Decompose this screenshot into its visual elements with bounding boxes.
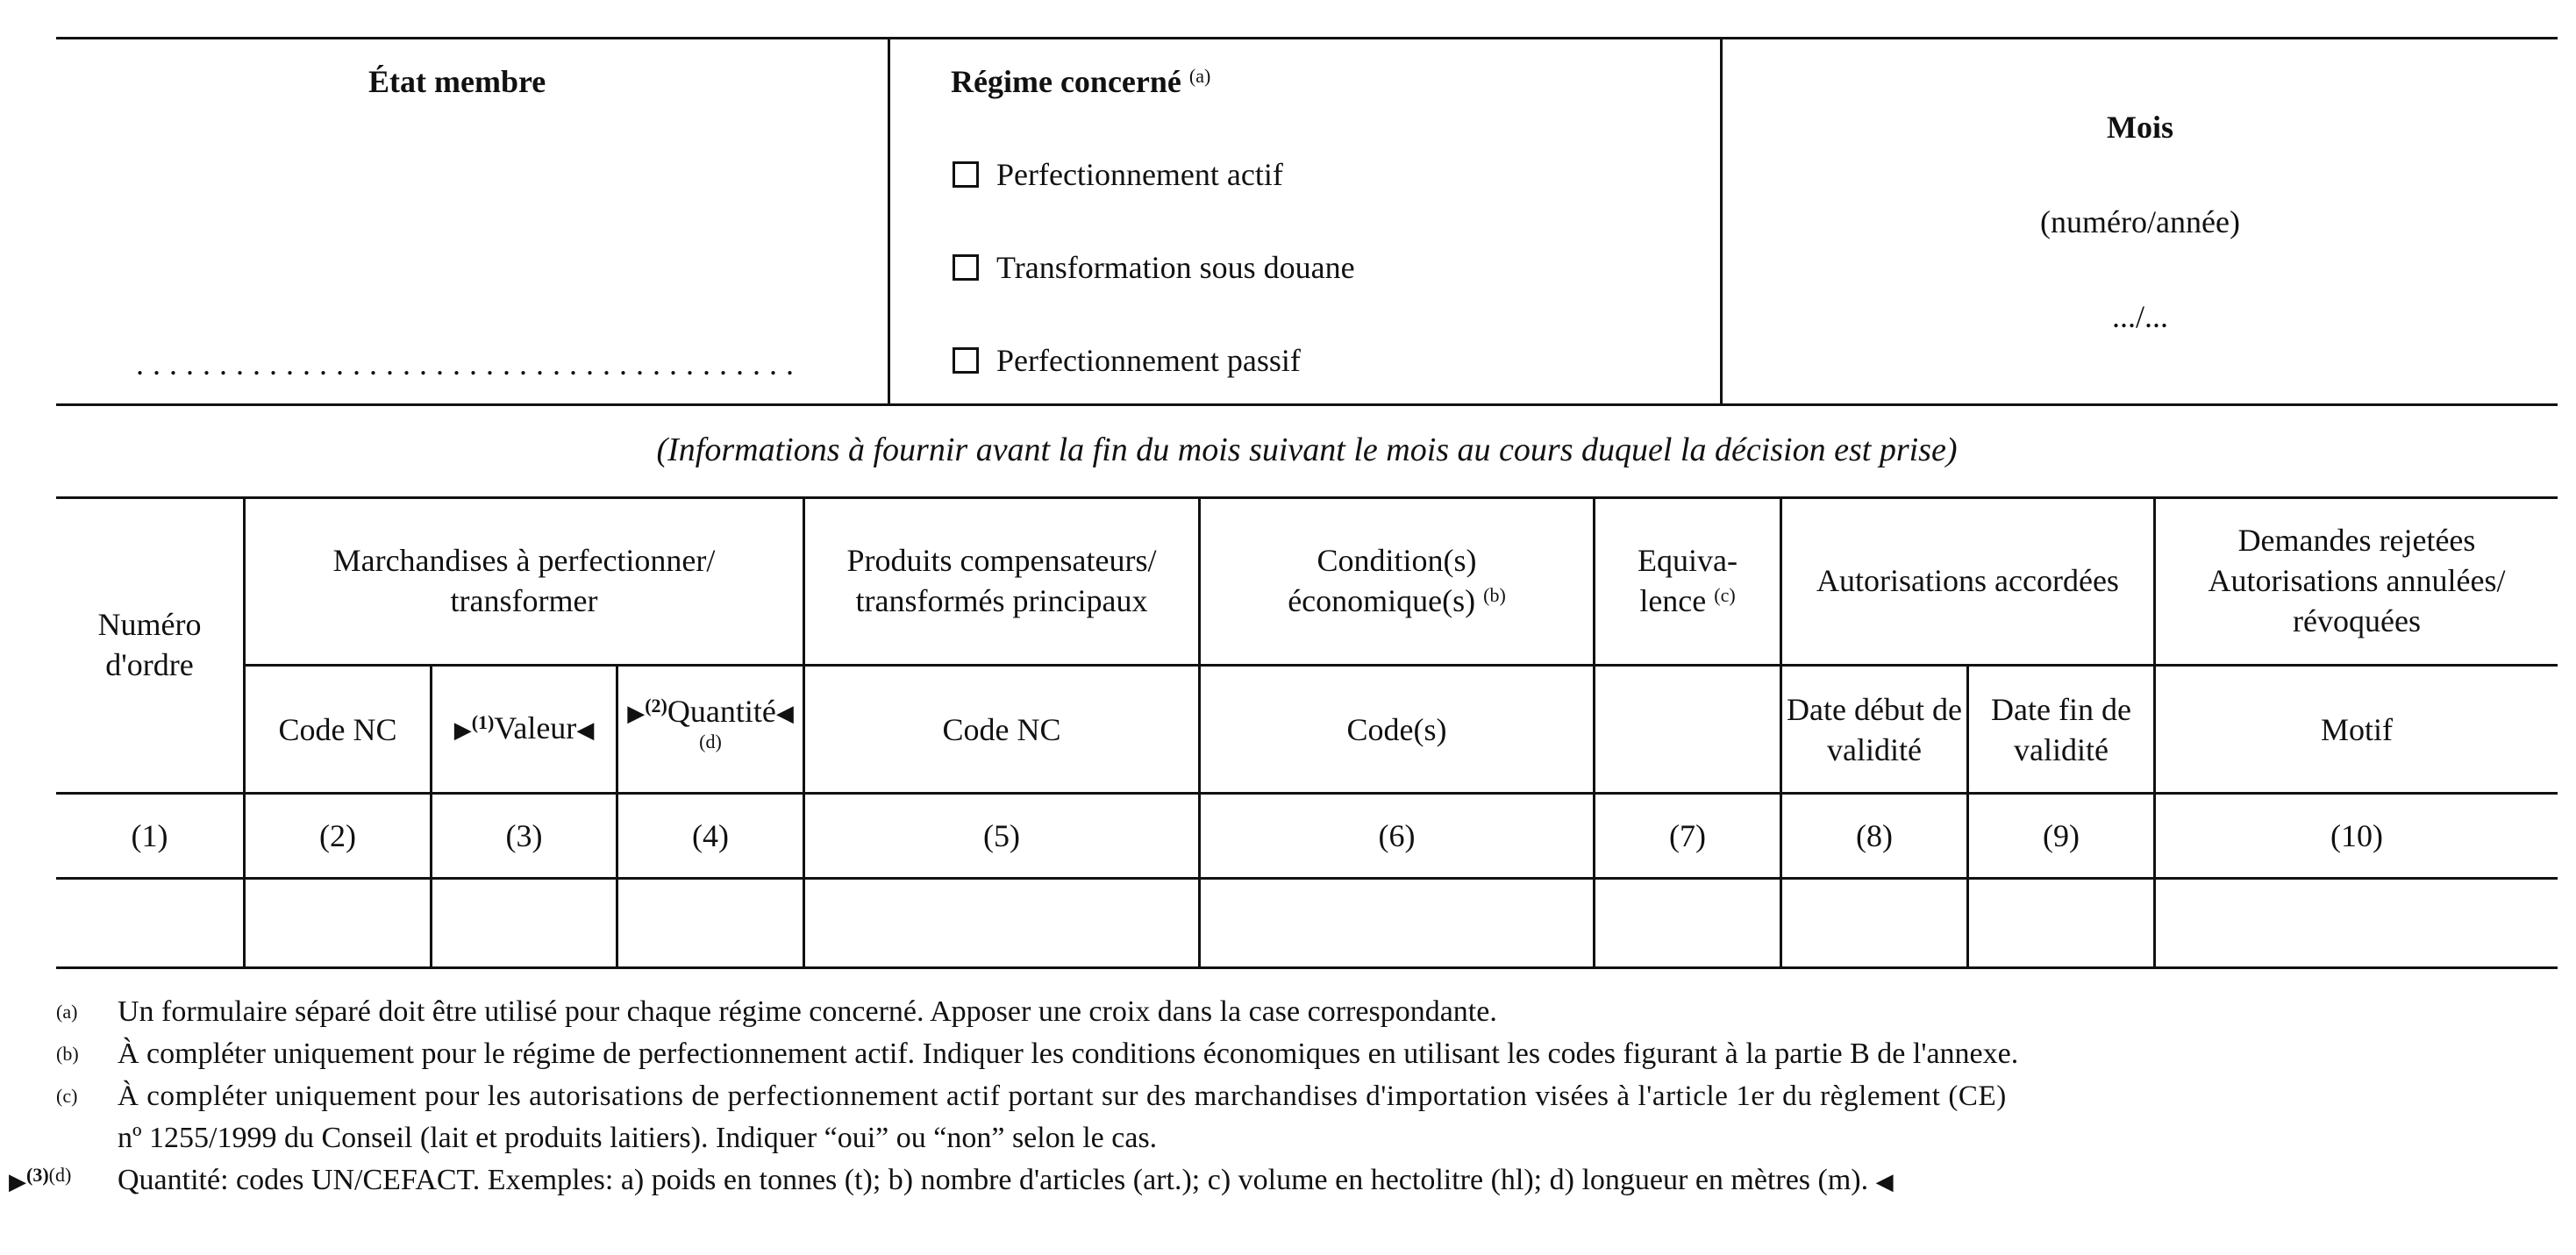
header-conditions: Condition(s) économique(s) $^{(b)}$ (1288, 542, 1506, 618)
subheader-code-nc: Code NC (278, 711, 397, 747)
footnote-label: (b) (56, 1043, 79, 1065)
footnote-label: (c) (56, 1085, 78, 1107)
col-number-1: (1) (131, 818, 168, 853)
etat-membre-label: État membre (368, 64, 546, 99)
data-cell-2[interactable] (246, 880, 430, 966)
col-number-3: (3) (505, 818, 543, 853)
checkbox-transformation-sous-douane[interactable] (953, 254, 979, 281)
footnote-b: (b) À compléter uniquement pour le régime de perfectionnement actif. Indiquer les conditions économiques en utilisant les codes figurant à la partie B de l'annexe. (118, 1035, 2018, 1073)
subheader-valeur: ▶$^{(1)}$Valeur◀ (432, 667, 616, 792)
footnote-c-continued: nº 1255/1999 du Conseil (lait et produits laitiers). Indiquer “oui” ou “non” selon le cas. (118, 1122, 1158, 1154)
header-autorisations: Autorisations accordées (1816, 562, 2119, 598)
data-cell-8[interactable] (1782, 880, 1966, 966)
footnote-a: (a) Un formulaire séparé doit être utilisé pour chaque régime concerné. Apposer une croix dans la case correspondante. (118, 993, 1497, 1031)
col-number-2: (2) (319, 818, 356, 853)
option-transformation-sous-douane: Transformation sous douane (996, 250, 1355, 285)
header-marchandises: Marchandises à perfectionner/ transformer (332, 542, 716, 618)
regime-label: Régime concerné $^{(a)}$ (951, 64, 1211, 99)
data-cell-3[interactable] (432, 880, 616, 966)
subheader-date-debut: Date début de validité (1787, 691, 1962, 767)
subheader-code-nc-produits: Code NC (942, 711, 1061, 747)
amendment-start-icon: ▶ (453, 717, 472, 744)
amendment-start-icon: ▶ (627, 701, 646, 727)
col-number-4: (4) (692, 818, 729, 853)
footnote-d: ▶$^{(3)(d)}$ Quantité: codes UN/CEFACT. Exemples: a) poids en tonnes (t); b) nombre d'articles (art.); c) volume en hectolitre (hl); d) longueur en mètres (m). ◀ (118, 1161, 1894, 1202)
footnote-c: (c) À compléter uniquement pour les autorisations de perfectionnement actif portant sur des marchandises d'importation visées à l'article 1er du règlement (CE) (118, 1077, 2007, 1116)
col-number-7: (7) (1669, 818, 1706, 853)
data-cell-6[interactable] (1201, 880, 1593, 966)
regime-footnote-ref: (a) (1188, 65, 1211, 87)
footnote-label: (a) (56, 1001, 78, 1023)
data-cell-10[interactable] (2156, 880, 2558, 966)
amendment-start-icon: ▶ (9, 1169, 26, 1195)
amendment-end-icon: ◀ (576, 717, 595, 744)
data-cell-1[interactable] (56, 880, 243, 966)
amendment-end-icon: ◀ (775, 701, 794, 727)
subheader-motif: Motif (2320, 711, 2393, 747)
header-produits: Produits compensateurs/ transformés principaux (846, 542, 1157, 618)
etat-membre-input[interactable]: ........................................ (136, 346, 803, 381)
mois-input[interactable]: .../... (2111, 299, 2168, 334)
col-number-9: (9) (2043, 818, 2080, 853)
header-bottom-border (56, 403, 2558, 406)
instruction-text: (Informations à fournir avant la fin du mois suivant le mois au cours duquel la décision est prise) (656, 431, 1958, 468)
data-cell-9[interactable] (1969, 880, 2153, 966)
mois-subtitle: (numéro/année) (2040, 204, 2240, 239)
data-cell-4[interactable] (618, 880, 803, 966)
header-demandes: Demandes rejetées Autorisations annulées/ révoquées (2208, 522, 2506, 638)
equivalence-footnote-ref: (c) (1714, 583, 1736, 606)
amendment-end-icon: ◀ (1875, 1169, 1894, 1195)
data-cell-7[interactable] (1595, 880, 1780, 966)
col-number-10: (10) (2330, 818, 2383, 853)
col-number-6: (6) (1378, 818, 1416, 853)
header-equivalence: Equiva- lence $^{(c)}$ (1638, 542, 1738, 618)
checkbox-perfectionnement-passif[interactable] (953, 347, 979, 374)
header-divider-1 (888, 37, 890, 405)
subheader-quantite: ▶$^{(2)}$Quantité◀ $^{(d)}$ (627, 693, 794, 753)
conditions-footnote-ref: (b) (1483, 583, 1506, 606)
col-number-5: (5) (983, 818, 1020, 853)
option-perfectionnement-passif: Perfectionnement passif (996, 343, 1301, 378)
header-numero-ordre: Numéro d'ordre (97, 606, 202, 682)
footnote-d-marker: ▶$^{(3)(d)}$ (9, 1161, 71, 1202)
subheader-codes: Code(s) (1346, 711, 1447, 747)
top-border (56, 37, 2558, 39)
mois-label: Mois (2107, 110, 2173, 145)
checkbox-perfectionnement-actif[interactable] (953, 161, 979, 188)
col-number-8: (8) (1856, 818, 1893, 853)
data-cell-5[interactable] (805, 880, 1198, 966)
option-perfectionnement-actif: Perfectionnement actif (996, 157, 1283, 192)
subheader-date-fin: Date fin de validité (1991, 691, 2131, 767)
